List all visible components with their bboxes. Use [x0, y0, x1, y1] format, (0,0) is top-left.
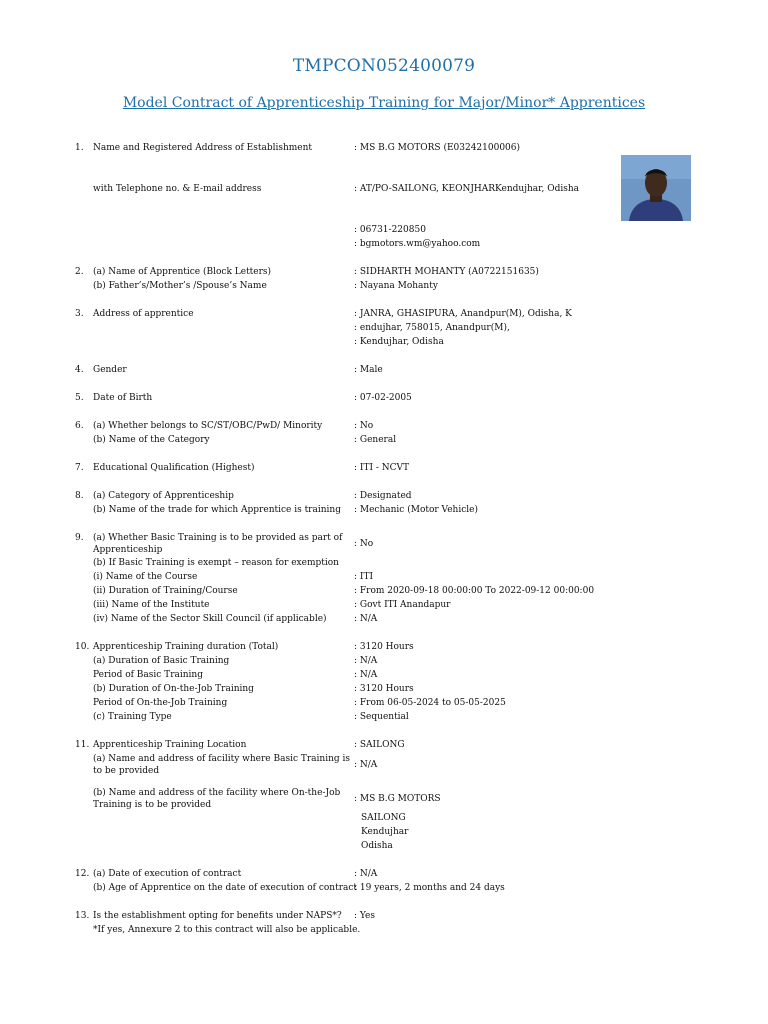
category-flag-label: (a) Whether belongs to SC/ST/OBC/PwD/ Minority [93, 421, 323, 431]
establishment-email: : bgmotors.wm@yahoo.com [354, 239, 481, 249]
institute-label: (iii) Name of the Institute [93, 600, 210, 610]
item-number: 3. [75, 309, 84, 319]
trade-value: : Mechanic (Motor Vehicle) [354, 505, 478, 515]
ref-number: TMPCON052400079 [292, 56, 476, 76]
basic-training-value: : No [354, 539, 374, 549]
ojt-period-label: Period of On-the-Job Training [93, 698, 228, 708]
training-location-value: : SAILONG [354, 740, 405, 750]
qualification-label: Educational Qualification (Highest) [93, 463, 255, 473]
gender-label: Gender [93, 365, 127, 375]
basic-training-label: (a) Whether Basic Training is to be provided as part of [93, 533, 343, 543]
category-name-value: : General [354, 435, 397, 445]
execution-date-value: : N/A [354, 869, 378, 879]
naps-value: : Yes [354, 911, 375, 921]
exemption-label: (b) If Basic Training is exempt – reason for exemption [93, 558, 339, 568]
apprentice-name-label: (a) Name of Apprentice (Block Letters) [93, 267, 272, 277]
apprentice-age-label: (b) Age of Apprentice on the date of execution of contract [93, 883, 358, 893]
item-number: 8. [75, 491, 84, 501]
gender-value: : Male [354, 365, 383, 375]
guardian-name: : Nayana Mohanty [354, 281, 438, 291]
item-number: 10. [75, 642, 90, 652]
apprentice-address-line-2: : endujhar, 758015, Anandpur(M), [354, 323, 510, 333]
item-number: 11. [75, 740, 90, 750]
qualification-value: : ITI - NCVT [354, 463, 410, 473]
guardian-name-label: (b) Father’s/Mother’s /Spouse’s Name [93, 281, 267, 291]
ojt-facility-address-1: SAILONG [361, 813, 406, 823]
basic-duration-value: : N/A [354, 656, 378, 666]
item-number: 6. [75, 421, 84, 431]
document-title: Model Contract of Apprenticeship Training for Major/Minor* Apprentices [122, 95, 646, 111]
item-number: 1. [75, 143, 84, 153]
ojt-facility-address-3: Odisha [361, 841, 393, 851]
basic-period-label: Period of Basic Training [93, 670, 203, 680]
establishment-address: : AT/PO-SAILONG, KEONJHARKendujhar, Odisha [354, 184, 580, 194]
establishment-label: Name and Registered Address of Establishment [93, 143, 313, 153]
apprentice-age-value: : 19 years, 2 months and 24 days [354, 883, 505, 893]
training-type-label: (c) Training Type [93, 712, 172, 722]
training-location-label: Apprenticeship Training Location [93, 740, 247, 750]
trade-label: (b) Name of the trade for which Apprentice is training [93, 505, 341, 515]
total-duration-value: : 3120 Hours [354, 642, 414, 652]
course-duration-label: (ii) Duration of Training/Course [93, 586, 238, 596]
item-number: 9. [75, 533, 84, 543]
dob-value: : 07-02-2005 [354, 393, 412, 403]
ojt-facility-label-cont: Training is to be provided [93, 800, 212, 810]
item-number: 4. [75, 365, 84, 375]
course-duration-value: : From 2020-09-18 00:00:00 To 2022-09-12 00:00:00 [354, 586, 595, 596]
establishment-phone: : 06731-220850 [354, 225, 426, 235]
apprentice-address-label: Address of apprentice [93, 309, 194, 319]
skill-council-value: : N/A [354, 614, 378, 624]
basic-facility-value: : N/A [354, 760, 378, 770]
establishment-name: : MS B.G MOTORS (E03242100006) [354, 143, 521, 153]
apprentice-address-line-3: : Kendujhar, Odisha [354, 337, 444, 347]
apprentice-address-line-1: : JANRA, GHASIPURA, Anandpur(M), Odisha, K [354, 309, 572, 319]
ojt-duration-label: (b) Duration of On-the-Job Training [93, 684, 254, 694]
category-flag-value: : No [354, 421, 374, 431]
naps-note: *If yes, Annexure 2 to this contract will also be applicable. [93, 925, 361, 935]
ojt-facility-name: : MS B.G MOTORS [354, 794, 441, 804]
item-number: 5. [75, 393, 84, 403]
ojt-duration-value: : 3120 Hours [354, 684, 414, 694]
apprentice-name: : SIDHARTH MOHANTY (A0722151635) [354, 267, 539, 277]
item-number: 7. [75, 463, 84, 473]
institute-value: : Govt ITI Anandapur [354, 600, 451, 610]
basic-duration-label: (a) Duration of Basic Training [93, 656, 230, 666]
apprenticeship-category-label: (a) Category of Apprenticeship [93, 491, 234, 501]
training-type-value: : Sequential [354, 712, 409, 722]
execution-date-label: (a) Date of execution of contract [93, 869, 242, 879]
ojt-facility-address-2: Kendujhar [361, 827, 409, 837]
basic-facility-label: (a) Name and address of facility where Basic Training is [93, 754, 350, 764]
basic-period-value: : N/A [354, 670, 378, 680]
ojt-period-value: : From 06-05-2024 to 05-05-2025 [354, 698, 506, 708]
item-number: 2. [75, 267, 84, 277]
dob-label: Date of Birth [93, 393, 153, 403]
basic-training-label-cont: Apprenticeship [93, 545, 163, 555]
apprentice-photo [621, 155, 691, 221]
item-number: 12. [75, 869, 90, 879]
category-name-label: (b) Name of the Category [93, 435, 210, 445]
item-number: 13. [75, 911, 90, 921]
apprenticeship-category-value: : Designated [354, 491, 412, 501]
contact-label: with Telephone no. & E-mail address [93, 184, 262, 194]
total-duration-label: Apprenticeship Training duration (Total) [93, 642, 279, 652]
ojt-facility-label: (b) Name and address of the facility where On-the-Job [93, 788, 341, 798]
skill-council-label: (iv) Name of the Sector Skill Council (if applicable) [93, 614, 327, 624]
naps-label: Is the establishment opting for benefits under NAPS*? [93, 911, 342, 921]
course-name-value: : ITI [354, 572, 374, 582]
course-name-label: (i) Name of the Course [93, 572, 198, 582]
basic-facility-label-cont: to be provided [93, 766, 160, 776]
